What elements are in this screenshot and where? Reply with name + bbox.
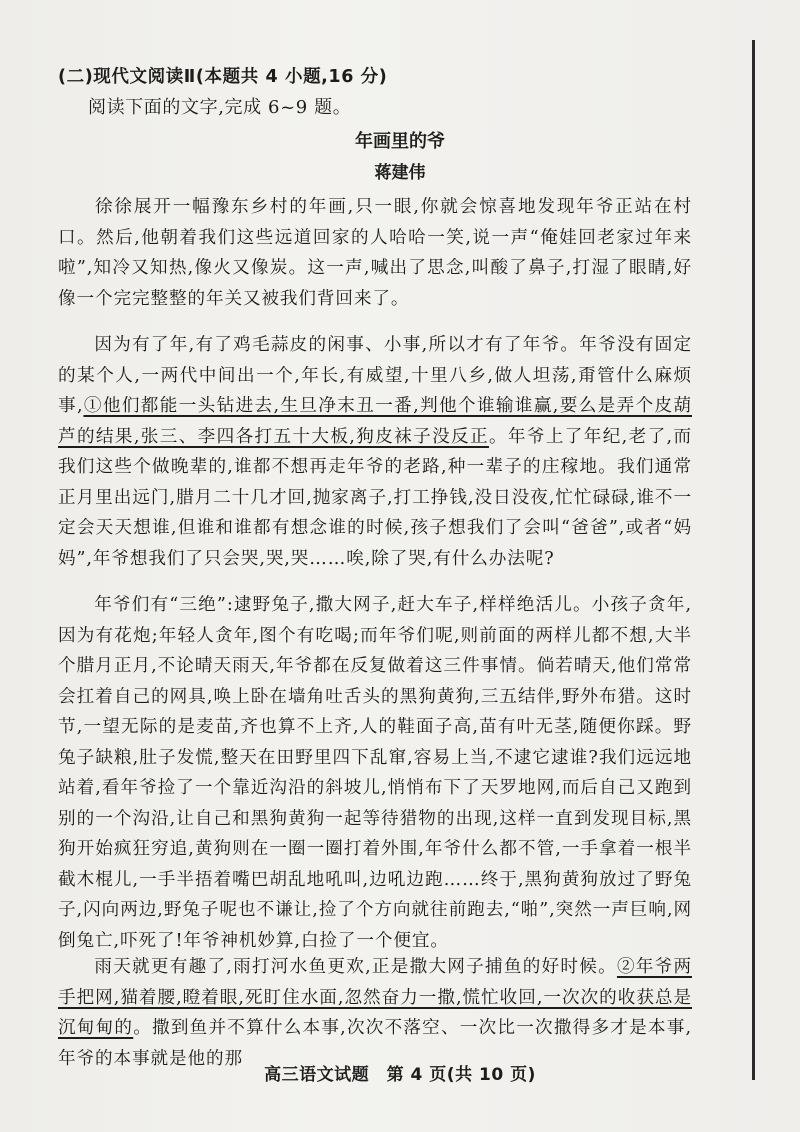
paragraph-2-text-b: 。年爷上了年纪,老了,而我们这些个做晚辈的,谁都不想再走年爷的老路,种一辈子的庄稼地。我们通常正月里出远门,腊月二十几才回,抛家离子,打工挣钱,没日没夜,忙忙碌碌,谁不一定会天天想谁,但谁和谁都有想念谁的时候,孩子想我们了会叫“爸爸”,或者“妈妈”,年爷想我们了只会哭,哭,哭……唉,除了哭,有什么办法呢? [58,426,692,569]
paragraph-3 [58,590,692,956]
paragraph-4 [58,952,692,1074]
article-title: 年画里的爷 [355,131,445,152]
paragraph-1-text: 徐徐展开一幅豫东乡村的年画,只一眼,你就会惊喜地发现年爷正站在村口。然后,他朝着我们这些远道回家的人哈哈一笑,说一声“俺娃回老家过年来啦”,知冷又知热,像火又像炭。这一声,喊出了思念,叫酸了鼻子,打湿了眼睛,好像一个完完整整的年关又被我们背回来了。 [58,197,692,309]
binding-margin-line [752,40,755,1080]
paragraph-4-text-b: 。撒到鱼并不算什么本事,次次不落空、一次比一次撒得多才是本事,年爷的本事就是他的那 [58,1018,693,1069]
paragraph-2-text-a: 因为有了年,有了鸡毛蒜皮的闲事、小事,所以才有了年爷。年爷没有固定的某个人,一两代中间出一个,年长,有威望,十里八乡,做人坦荡,甭管什么麻烦事, [58,335,692,416]
article-author: 蒋建伟 [374,163,426,183]
underlined-sentence-2: ②年爷两手把网,猫着腰,瞪着眼,死盯住水面,忽然奋力一撒,慌忙收回,一次次的收获总是沉甸甸的 [58,957,692,1038]
page-footer: 高三语文试题 第 4 页(共 10 页) [264,1065,536,1085]
instruction-text: 阅读下面的文字,完成 6~9 题。 [88,97,352,118]
paragraph-1 [58,192,692,314]
underlined-sentence-1: ①他们都能一头钻进去,生旦净末丑一番,判他个谁输谁赢,要么是弄个皮葫芦的结果,张三、李四各打五十大板,狗皮袜子没反正 [58,396,692,447]
paragraph-3-text: 年爷们有“三绝”:逮野兔子,撒大网子,赶大车子,样样绝活儿。小孩子贪年,因为有花炮;年轻人贪年,图个有吃喝;而年爷们呢,则前面的两样儿都不想,大半个腊月正月,不论晴天雨天,年爷都在反复做着这三件事情。倘若晴天,他们常常会扛着自己的网具,唤上卧在墙角吐舌头的黑狗黄狗,三五结伴,野外布猎。这时节,一望无际的是麦苗,齐也算不上齐,人的鞋面子高,苗有叶无茎,随便你踩。野兔子缺粮,肚子发慌,整天在田野里四下乱窜,容易上当,不逮它逮谁?我们远远地站着,看年爷捡了一个靠近沟沿的斜坡儿,悄悄布下了天罗地网,而后自己又跑到别的一个沟沿,让自己和黑狗黄狗一起等待猎物的出现,这样一直到发现目标,黑狗开始疯狂穷追,黄狗则在一圈一圈打着外围,年爷什么都不管,一手拿着一根半截木棍儿,一手半捂着嘴巴胡乱地吼叫,边吼边跑……终于,黑狗黄狗放过了野兔子,闪向两边,野兔子呢也不谦让,捡了个方向就往前跑去,“啪”,突然一声巨响,网倒兔亡,吓死了!年爷神机妙算,白捡了一个便宜。 [58,595,692,951]
section-header: (二)现代文阅读Ⅱ(本题共 4 小题,16 分) [58,67,388,87]
paragraph-4-text-a: 雨天就更有趣了,雨打河水鱼更欢,正是撒大网子捕鱼的好时候。 [94,957,617,977]
paragraph-2 [58,330,692,574]
